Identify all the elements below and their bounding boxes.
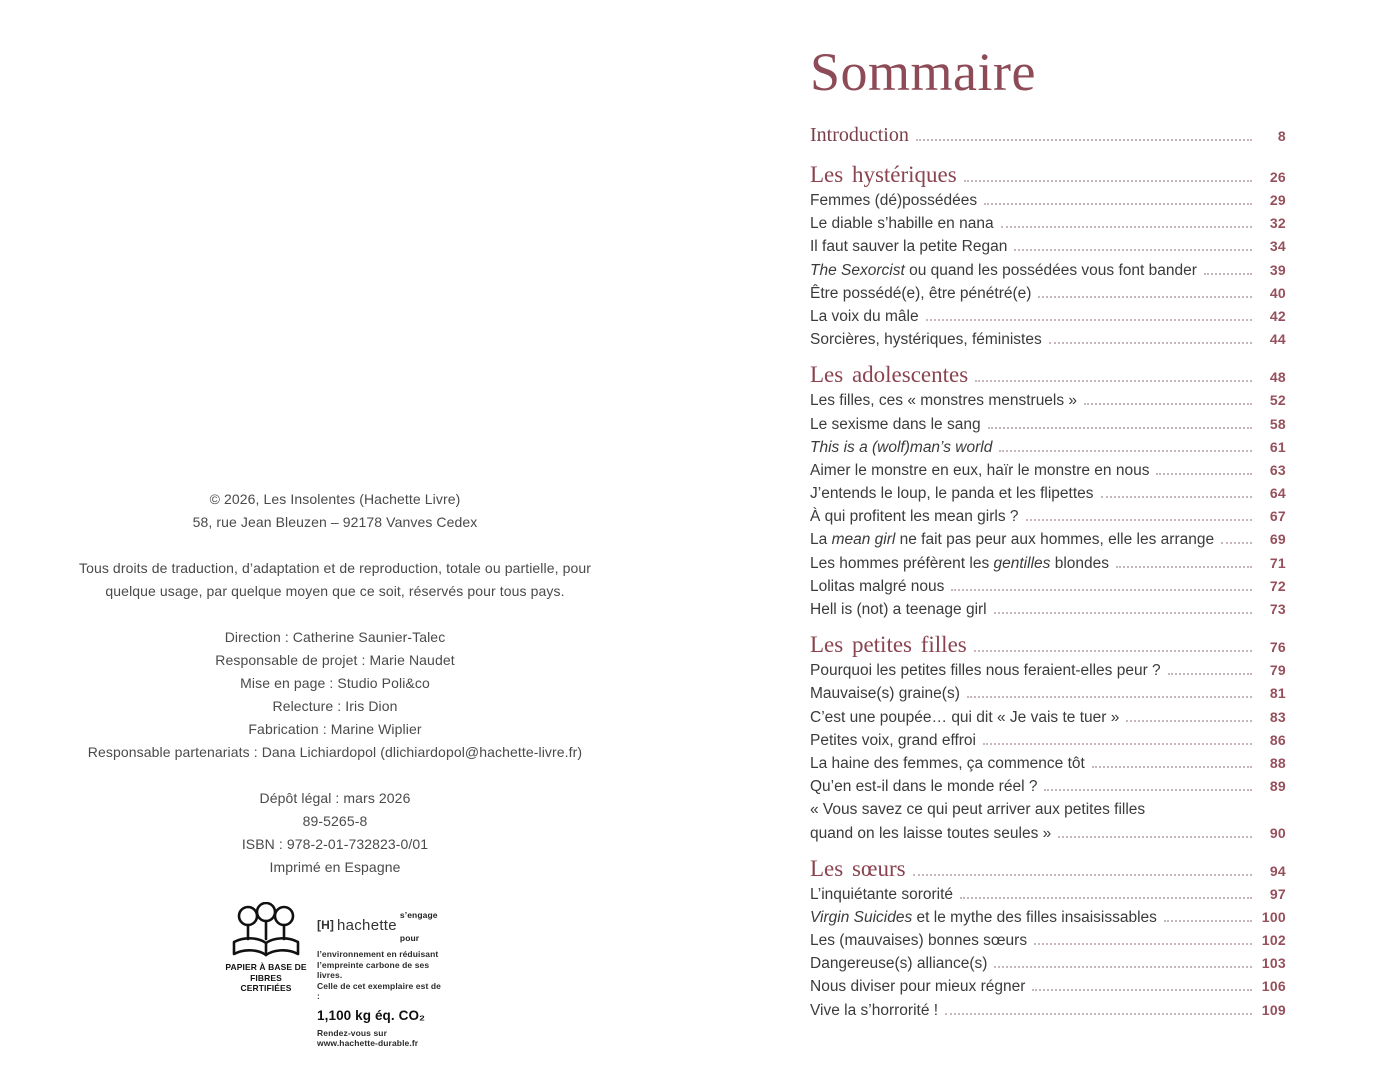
legal-line: 89-5265-8 xyxy=(302,813,368,829)
credit-line: Direction : Catherine Saunier-Talec xyxy=(224,629,446,645)
toc-page-number: 29 xyxy=(1269,192,1286,208)
toc-entry-title: Les filles, ces « monstres menstruels » xyxy=(810,392,1078,410)
toc-page-number: 67 xyxy=(1269,508,1286,525)
toc-entry-row xyxy=(810,601,1286,624)
toc-chapter-row xyxy=(810,632,1286,662)
leader-dots xyxy=(1058,836,1252,838)
leader-dots xyxy=(1164,920,1252,922)
credit-line: Responsable partenariats : Dana Lichiardopol (dlichiardopol@hachette-livre.fr) xyxy=(87,744,583,760)
eco-badge-caption-line2: FIBRES CERTIFIÉES xyxy=(240,972,292,993)
leader-dots xyxy=(1126,720,1252,722)
toc-entry-title: Le sexisme dans le sang xyxy=(810,415,981,433)
credit-line: Responsable de projet : Marie Naudet xyxy=(215,652,455,668)
leader-dots xyxy=(1204,273,1252,275)
toc-page-number: 71 xyxy=(1269,554,1286,571)
toc-entry-title: Les hommes préfèrent les gentilles blondes xyxy=(810,554,1109,572)
toc-entry-row xyxy=(810,932,1286,955)
toc-entry-title: Mauvaise(s) graine(s) xyxy=(810,685,960,703)
leader-dots xyxy=(964,180,1252,182)
leader-dots xyxy=(1044,789,1252,791)
toc-entry-row xyxy=(810,439,1286,462)
leader-dots xyxy=(960,897,1252,899)
hachette-eco-note xyxy=(317,902,445,1049)
toc-entry-title: quand on les laisse toutes seules » xyxy=(810,824,1052,842)
hachette-brand: hachette xyxy=(336,916,397,934)
toc-entry-row xyxy=(810,578,1286,601)
toc-chapter-row xyxy=(810,162,1286,192)
toc-page-number: 69 xyxy=(1269,531,1286,548)
toc-entry-title: « Vous savez ce qui peut arriver aux petites filles xyxy=(810,801,1146,819)
toc-page-number: 97 xyxy=(1269,885,1286,902)
hachette-footer-line: Rendez-vous sur xyxy=(317,1027,387,1038)
hachette-tagline: s’engage pour xyxy=(399,910,438,943)
toc-entry-title: J’entends le loup, le panda et les flipettes xyxy=(810,485,1094,503)
toc-page-number: 72 xyxy=(1269,577,1286,594)
legal-line: ISBN : 978-2-01-732823-0/01 xyxy=(241,836,429,852)
leader-dots xyxy=(967,696,1252,698)
colophon-page xyxy=(30,488,640,1049)
toc-entry-row xyxy=(810,285,1286,308)
toc-entry-row xyxy=(810,778,1286,801)
toc-page-number: 73 xyxy=(1269,601,1286,617)
toc-entry-title: Les hystériques xyxy=(810,162,957,187)
toc-entry-row xyxy=(810,262,1286,285)
toc-entry-title: C’est une poupée… qui dit « Je vais te tuer » xyxy=(810,708,1120,726)
toc-entry-row xyxy=(810,392,1286,415)
toc-page-number: 81 xyxy=(1269,685,1286,702)
toc-entry-row xyxy=(810,308,1286,331)
legal-line: Imprimé en Espagne xyxy=(269,859,401,875)
rights-line: quelque usage, par quelque moyen que ce soit, réservés pour tous pays. xyxy=(105,583,565,599)
toc-entry-title: Qu’en est-il dans le monde réel ? xyxy=(810,778,1038,796)
toc-entry-title: La mean girl ne fait pas peur aux hommes, elle les arrange xyxy=(810,531,1215,549)
leader-dots xyxy=(913,874,1252,876)
leader-dots xyxy=(1221,542,1252,544)
leader-dots xyxy=(926,319,1252,321)
sommaire-page xyxy=(810,42,1286,1025)
leader-dots xyxy=(1084,403,1252,405)
toc-page-number: 90 xyxy=(1269,824,1286,841)
leader-dots xyxy=(983,743,1252,745)
toc-chapter-row xyxy=(810,124,1286,154)
leader-dots xyxy=(1116,566,1252,568)
toc-page-number: 40 xyxy=(1269,284,1286,301)
leader-dots xyxy=(1049,342,1252,344)
toc-page-number: 79 xyxy=(1269,662,1286,679)
toc-entry-title: Les petites filles xyxy=(810,632,967,658)
toc-page-number: 88 xyxy=(1269,754,1286,771)
page-title: Sommaire xyxy=(810,42,1036,102)
toc-entry-row xyxy=(810,416,1286,439)
toc-entry-title: Dangereuse(s) alliance(s) xyxy=(810,955,988,973)
toc-entry-row xyxy=(810,215,1286,238)
toc-entry-row xyxy=(810,909,1286,932)
leader-dots xyxy=(1092,766,1252,768)
toc-page-number: 102 xyxy=(1261,932,1286,949)
hachette-logo-line xyxy=(317,902,445,948)
co2-value: 1,100 kg éq. CO₂ xyxy=(317,1007,426,1023)
toc-entry-row xyxy=(810,508,1286,531)
hachette-note-line: l’empreinte carbone de ses livres. xyxy=(317,959,430,980)
toc-entry-title: Femmes (dé)possédées xyxy=(810,192,978,209)
leader-dots xyxy=(1001,226,1252,228)
toc-entry-title: Lolitas malgré nous xyxy=(810,577,945,595)
toc-page-number: 76 xyxy=(1269,639,1286,656)
imprint-line: 58, rue Jean Bleuzen – 92178 Vanves Cedex xyxy=(192,514,478,530)
legal-line: Dépôt légal : mars 2026 xyxy=(259,790,411,806)
hachette-footer-lines xyxy=(317,1028,445,1049)
toc-page-number: 94 xyxy=(1269,862,1286,879)
toc-page-number: 26 xyxy=(1269,169,1286,185)
toc-page-number: 42 xyxy=(1269,307,1286,324)
toc-page-number: 61 xyxy=(1269,438,1286,455)
toc-entry-row xyxy=(810,825,1286,848)
toc-entry-title: Aimer le monstre en eux, haïr le monstre en nous xyxy=(810,461,1150,479)
toc-entry-title: La haine des femmes, ça commence tôt xyxy=(810,754,1085,772)
leader-dots xyxy=(974,650,1252,652)
toc-page-number: 52 xyxy=(1269,392,1286,409)
toc-entry-row xyxy=(810,886,1286,909)
toc-entry-row xyxy=(810,709,1286,732)
toc-page-number: 8 xyxy=(1277,128,1286,144)
toc-entry-row xyxy=(810,801,1286,824)
toc-page-number: 100 xyxy=(1261,908,1286,925)
toc-entry-title: Petites voix, grand effroi xyxy=(810,731,976,749)
toc-page-number: 32 xyxy=(1269,215,1286,232)
hachette-h-icon: [H] xyxy=(317,918,334,932)
toc-entry-title: Nous diviser pour mieux régner xyxy=(810,978,1026,996)
toc-entry-title: Le diable s’habille en nana xyxy=(810,215,994,233)
toc-page-number: 39 xyxy=(1269,261,1286,278)
hachette-note-line: Celle de cet exemplaire est de : xyxy=(317,980,441,1001)
credits-block xyxy=(30,626,640,764)
leader-dots xyxy=(1026,519,1253,521)
leader-dots xyxy=(1168,673,1252,675)
leader-dots xyxy=(1032,989,1252,991)
imprint-line: © 2026, Les Insolentes (Hachette Livre) xyxy=(209,491,461,507)
toc-entry-title: Vive la s’horrorité ! xyxy=(810,1001,939,1019)
credit-line: Fabrication : Marine Wiplier xyxy=(248,721,422,737)
toc-entry-row xyxy=(810,555,1286,578)
leader-dots xyxy=(988,427,1252,429)
toc-entry-row xyxy=(810,955,1286,978)
rights-line: Tous droits de traduction, d’adaptation et de reproduction, totale ou partielle, pour xyxy=(78,560,592,576)
toc-entry-title: Les (mauvaises) bonnes sœurs xyxy=(810,932,1028,950)
leader-dots xyxy=(1014,249,1252,251)
toc-entry-title: À qui profitent les mean girls ? xyxy=(810,508,1019,526)
toc-entry-title: This is a (wolf)man’s world xyxy=(810,438,993,456)
toc-entry-title: Pourquoi les petites filles nous feraient-elles peur ? xyxy=(810,662,1161,680)
toc-entry-title: L’inquiétante sororité xyxy=(810,885,954,903)
eco-logos-row xyxy=(30,902,640,1049)
toc-entry-row xyxy=(810,1002,1286,1025)
toc-entry-row xyxy=(810,331,1286,354)
credit-line: Relecture : Iris Dion xyxy=(272,698,398,714)
toc-entry-row xyxy=(810,662,1286,685)
toc-entry-title: La voix du mâle xyxy=(810,307,919,325)
toc-chapter-row xyxy=(810,362,1286,392)
eco-badge-caption-line1: PAPIER À BASE DE xyxy=(225,962,307,972)
toc-entry-row xyxy=(810,485,1286,508)
toc-entry-row xyxy=(810,192,1286,215)
toc-entry-title: Virgin Suicides et le mythe des filles insaisissables xyxy=(810,908,1157,926)
toc-chapter-row xyxy=(810,856,1286,886)
toc-page-number: 44 xyxy=(1269,331,1286,348)
toc-page-number: 48 xyxy=(1269,369,1286,386)
toc-entry-row xyxy=(810,531,1286,554)
toc-entry-title: Introduction xyxy=(810,124,909,146)
leader-dots xyxy=(1156,473,1252,475)
toc-entry-title: Hell is (not) a teenage girl xyxy=(810,601,987,618)
hachette-note-line: l’environnement en réduisant xyxy=(317,949,439,959)
toc-entry-row xyxy=(810,732,1286,755)
leader-dots xyxy=(1101,496,1253,498)
toc-entry-title: Être possédé(e), être pénétré(e) xyxy=(810,284,1032,302)
toc-page-number: 64 xyxy=(1269,485,1286,502)
hachette-note-lines xyxy=(317,949,445,1002)
leader-dots xyxy=(951,589,1252,591)
toc-entry-row xyxy=(810,755,1286,778)
toc-page-number: 86 xyxy=(1269,731,1286,748)
toc-page-number: 106 xyxy=(1261,978,1286,995)
certified-paper-badge xyxy=(225,902,307,994)
toc-entry-title: Il faut sauver la petite Regan xyxy=(810,238,1008,256)
toc-entry-title: Sorcières, hystériques, féministes xyxy=(810,331,1042,349)
toc-entry-title: Les sœurs xyxy=(810,855,906,881)
leader-dots xyxy=(994,966,1252,968)
trees-and-book-icon xyxy=(230,902,302,960)
toc-entry-row xyxy=(810,978,1286,1001)
leader-dots xyxy=(999,450,1252,452)
credit-line: Mise en page : Studio Poli&co xyxy=(240,675,430,691)
imprint-block xyxy=(30,488,640,534)
toc-entry-row xyxy=(810,685,1286,708)
hachette-footer-line: www.hachette-durable.fr xyxy=(317,1038,419,1048)
toc-page-number: 63 xyxy=(1269,461,1286,478)
toc-page-number: 83 xyxy=(1269,708,1286,725)
toc-page-number: 89 xyxy=(1269,778,1286,795)
leader-dots xyxy=(916,139,1252,141)
toc-page-number: 58 xyxy=(1269,415,1286,432)
leader-dots xyxy=(1038,296,1252,298)
toc-entry-title: Les adolescentes xyxy=(810,362,969,388)
legal-block xyxy=(30,787,640,879)
toc-list xyxy=(810,124,1286,1025)
leader-dots xyxy=(1034,943,1252,945)
leader-dots xyxy=(975,380,1252,382)
rights-block xyxy=(30,557,640,603)
toc-entry-row xyxy=(810,462,1286,485)
toc-entry-row xyxy=(810,238,1286,261)
leader-dots xyxy=(945,1013,1252,1015)
leader-dots xyxy=(984,203,1252,205)
toc-page-number: 109 xyxy=(1261,1001,1286,1018)
leader-dots xyxy=(994,612,1252,614)
toc-page-number: 34 xyxy=(1269,238,1286,255)
toc-page-number: 103 xyxy=(1261,955,1286,972)
toc-entry-title: The Sexorcist ou quand les possédées vous font bander xyxy=(810,261,1197,279)
